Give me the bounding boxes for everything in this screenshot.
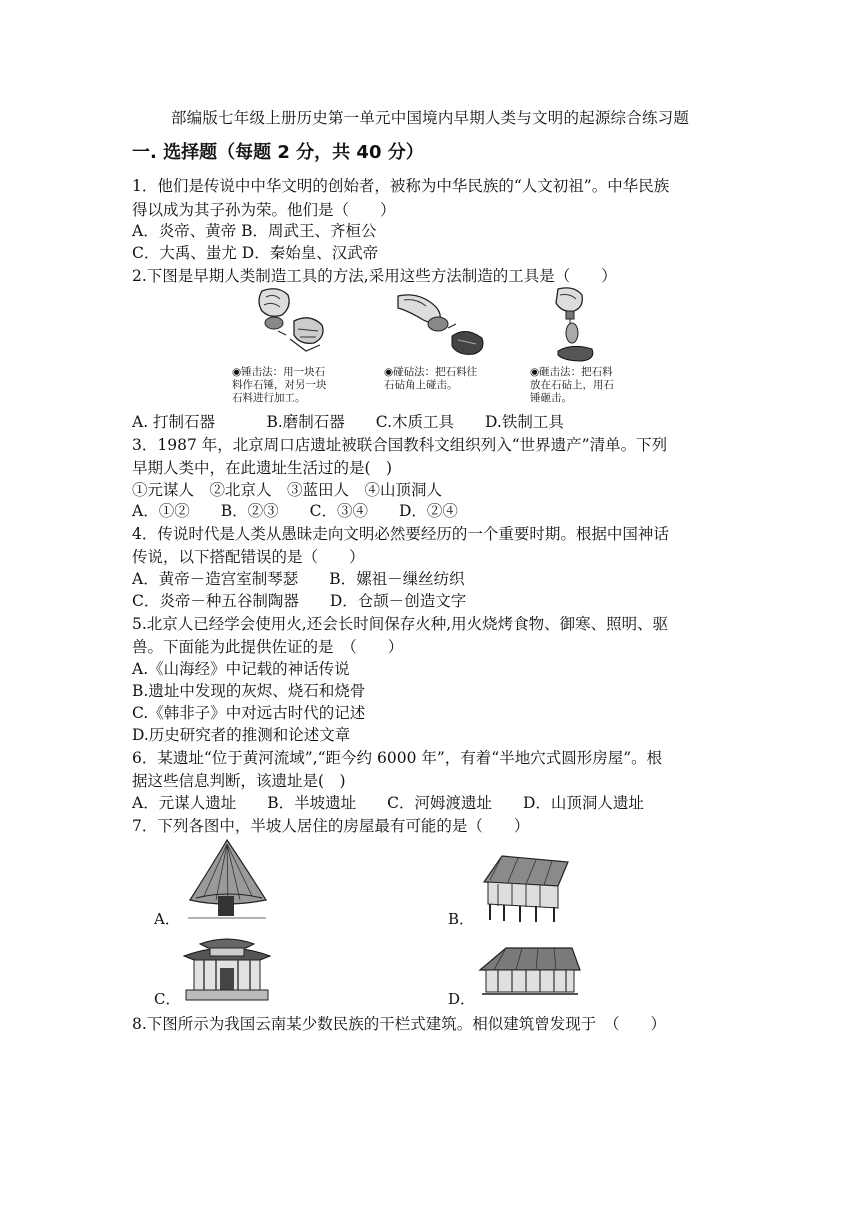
- q4-options-ab: A．黄帝－造宫室制琴瑟 B．嫘祖－缫丝纺织: [132, 570, 465, 588]
- q5-stem-line-2: 兽。下面能为此提供佐证的是 （ ）: [132, 638, 404, 656]
- q5-option-b: B.遗址中发现的灰烬、烧石和烧骨: [132, 682, 366, 700]
- q3-options: A．①② B．②③ C．③④ D．②④: [132, 502, 458, 520]
- q4-stem-line-1: 4．传说时代是人类从愚昧走向文明必然要经历的一个重要时期。根据中国神话: [132, 525, 669, 543]
- q5-stem-line-1: 5.北京人已经学会使用火,还会长时间保存火种,用火烧烤食物、御寒、照明、驱: [132, 615, 669, 633]
- document-title: 部编版七年级上册历史第一单元中国境内早期人类与文明的起源综合练习题: [170, 109, 690, 127]
- q6-options: A．元谋人遗址 B．半坡遗址 C．河姆渡遗址 D．山顶洞人遗址: [132, 794, 644, 812]
- q7-label-b: B．: [448, 910, 475, 928]
- q1-options-ab: A．炎帝、黄帝 B．周武王、齐桓公: [132, 222, 377, 240]
- stilt-house-image: [478, 854, 572, 924]
- q2-stem: 2.下图是早期人类制造工具的方法,采用这些方法制造的工具是（ ）: [132, 267, 617, 285]
- palace-building-image: [180, 932, 274, 1004]
- q6-stem-line-1: 6．某遗址“位于黄河流域”,“距今约 6000 年”，有着“半地穴式圆形房屋”。根: [132, 749, 663, 767]
- thatched-hut-image: [184, 838, 270, 920]
- long-house-image: [476, 944, 584, 1002]
- hammer-method-caption: ◉锤击法：用一块石 料作石锤，对另一块 石料进行加工。: [232, 366, 327, 404]
- q8-stem: 8.下图所示为我国云南某少数民族的干栏式建筑。相似建筑曾发现于 （ ）: [132, 1015, 667, 1033]
- hammer-method-illustration: [248, 285, 332, 355]
- q5-option-d: D.历史研究者的推测和论述文章: [132, 726, 351, 744]
- q1-stem-line-1: 1．他们是传说中中华文明的创始者，被称为中华民族的“人文初祖”。中华民族: [132, 177, 670, 195]
- q7-label-c: C．: [154, 990, 181, 1008]
- q2-options: A. 打制石器 B.磨制石器 C.木质工具 D.铁制工具: [132, 413, 564, 431]
- q5-option-a: A.《山海经》中记载的神话传说: [132, 660, 350, 678]
- q6-stem-line-2: 据这些信息判断，该遗址是( ): [132, 772, 346, 790]
- q7-stem: 7．下列各图中，半坡人居住的房屋最有可能的是（ ）: [132, 817, 530, 835]
- section-heading: 一. 选择题（每题 2 分，共 40 分）: [132, 142, 424, 163]
- q3-items: ①元谋人 ②北京人 ③蓝田人 ④山顶洞人: [132, 481, 443, 499]
- q1-stem-line-2: 得以成为其子孙为荣。他们是（ ）: [132, 201, 396, 219]
- anvil-method-caption: ◉碰砧法：把石料往 石砧角上碰击。: [384, 366, 478, 391]
- bipolar-method-caption: ◉砸击法：把石料 放在石砧上，用石 锤砸击。: [530, 366, 614, 404]
- q1-options-cd: C．大禹、蚩尤 D．秦始皇、汉武帝: [132, 244, 379, 262]
- q5-option-c: C.《韩非子》中对远古时代的记述: [132, 704, 366, 722]
- bipolar-method-illustration: [548, 285, 608, 363]
- q7-label-a: A．: [154, 910, 180, 928]
- q3-stem-line-1: 3．1987 年，北京周口店遗址被联合国教科文组织列入“世界遗产”清单。下列: [132, 436, 668, 454]
- q3-stem-line-2: 早期人类中，在此遗址生活过的是( ): [132, 459, 393, 477]
- q4-stem-line-2: 传说，以下搭配错误的是（ ）: [132, 548, 365, 566]
- q4-options-cd: C．炎帝－种五谷制陶器 D．仓颉－创造文字: [132, 592, 467, 610]
- q7-label-d: D．: [448, 990, 476, 1008]
- anvil-method-illustration: [396, 288, 488, 358]
